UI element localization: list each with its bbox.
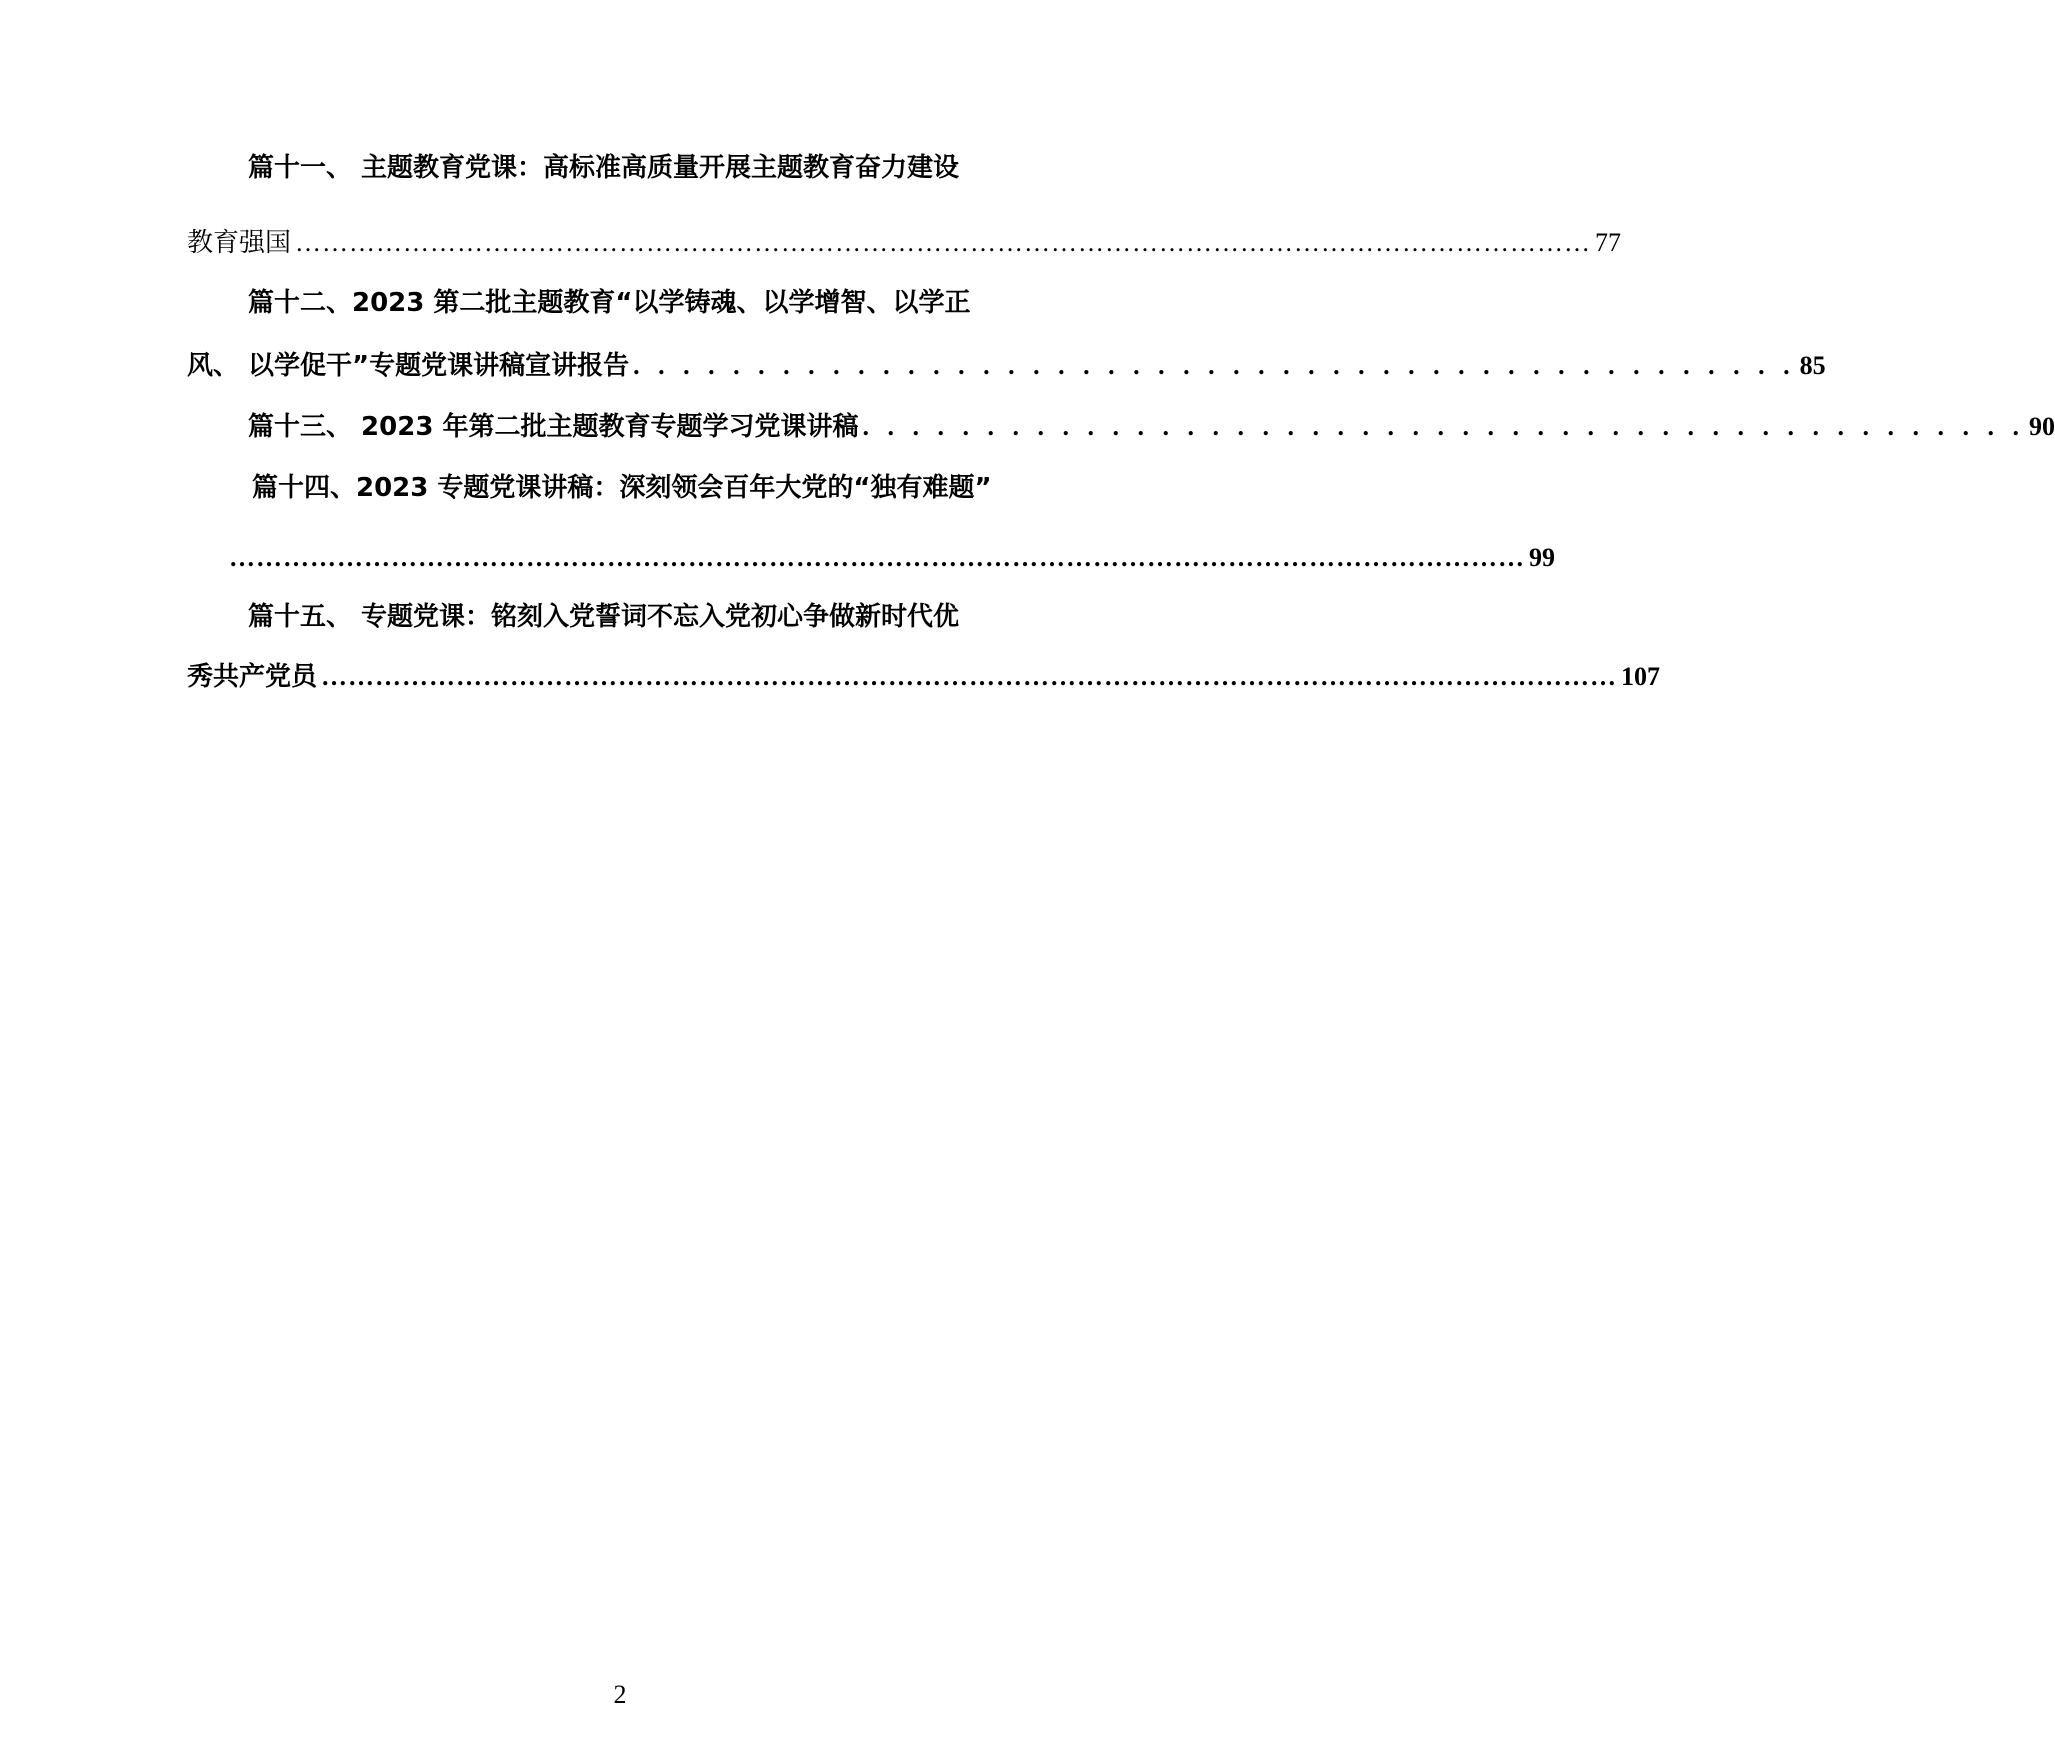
toc-entry-15-title[interactable]: 篇十五、 专题党课：铭刻入党誓词不忘入党初心争做新时代优 — [248, 602, 960, 632]
toc-entry-15-title-end: 秀共产党员 — [187, 662, 318, 692]
toc-entry-14-title[interactable]: 篇十四、2023 专题党课讲稿：深刻领会百年大党的“独有难题” — [252, 473, 992, 503]
toc-entry-11-page: 77 — [1595, 228, 1622, 257]
dot-leader: . . . . . . . . . . . . . . . . . . . . . . . . . . . . . . . . . . . . . . . . . . . . . . . — [633, 351, 1796, 380]
toc-entry-11-title-end: 教育强国 — [187, 228, 292, 258]
dot-leader: ……………………………………………………………………………………………………………………………… — [229, 543, 1525, 572]
toc-entry-12-title[interactable]: 篇十二、2023 第二批主题教育“以学铸魂、以学增智、以学正 — [248, 288, 971, 318]
toc-entry-15-page: 107 — [1621, 662, 1661, 691]
toc-entry-13[interactable] — [248, 405, 2055, 449]
toc-entry-14-page: 99 — [1529, 543, 1555, 572]
toc-entry-15-continuation[interactable] — [187, 655, 1661, 699]
toc-entry-12-continuation[interactable] — [187, 344, 1826, 388]
toc-entry-13-title: 篇十三、 2023 年第二批主题教育专题学习党课讲稿 — [248, 412, 859, 442]
dot-leader: . . . . . . . . . . . . . . . . . . . . . . . . . . . . . . . . . . . . . . . . . . . . . . . — [862, 412, 2025, 441]
toc-entry-14-continuation[interactable] — [225, 536, 1555, 580]
toc-entry-12-page: 85 — [1799, 351, 1826, 380]
toc-entry-11-title[interactable]: 篇十一、 主题教育党课：高标准高质量开展主题教育奋力建设 — [248, 153, 960, 183]
toc-entry-11-continuation[interactable] — [187, 221, 1622, 265]
dot-leader: ……………………………………………………………………………………………………………………………… — [295, 228, 1592, 257]
toc-entry-12-title-end: 风、 以学促干”专题党课讲稿宣讲报告 — [187, 351, 630, 381]
dot-leader: ……………………………………………………………………………………………………………………………… — [321, 662, 1618, 691]
toc-entry-13-page: 90 — [2028, 412, 2055, 441]
page-number: 2 — [613, 1680, 627, 1709]
